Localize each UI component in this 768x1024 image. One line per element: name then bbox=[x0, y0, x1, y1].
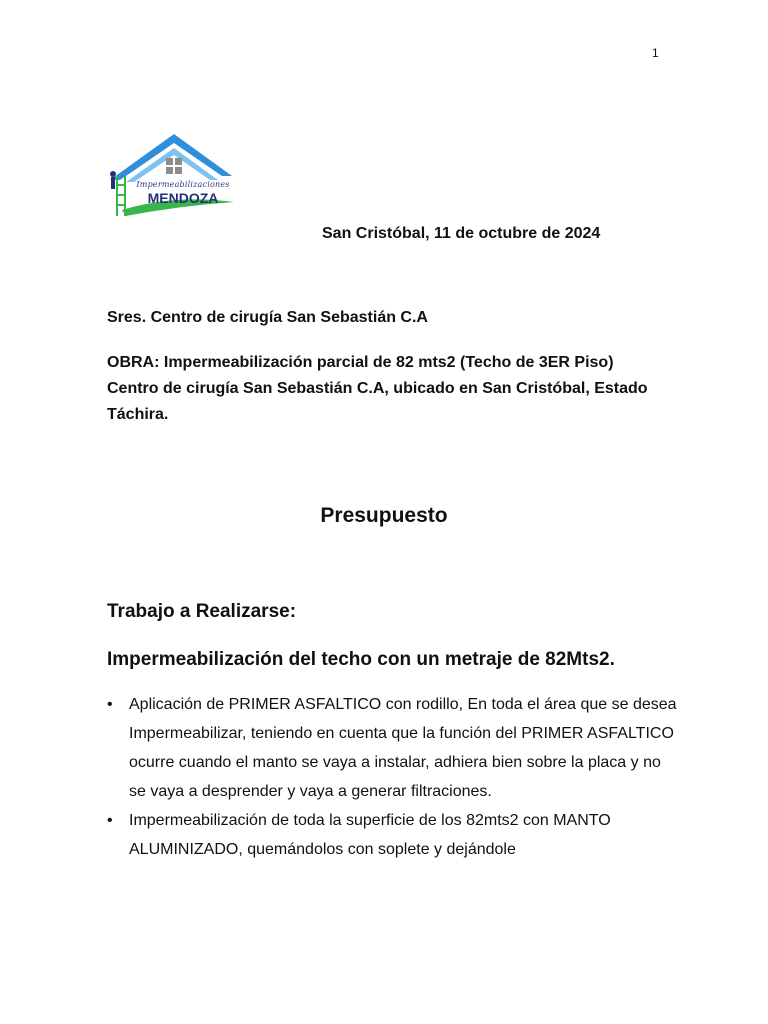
section-subheading: Impermeabilización del techo con un metraje de 82Mts2. bbox=[107, 649, 615, 670]
page-number: 1 bbox=[652, 46, 659, 60]
list-item-text: Impermeabilización de toda la superficie de los 82mts2 con MANTO ALUMINIZADO, quemándolos con soplete y dejándole bbox=[129, 812, 611, 858]
project-description: OBRA: Impermeabilización parcial de 82 mts2 (Techo de 3ER Piso) Centro de cirugía San Sebastián C.A, ubicado en San Cristóbal, Estado Táchira. bbox=[107, 354, 648, 423]
document-title: Presupuesto bbox=[320, 504, 448, 527]
bullet-icon: • bbox=[107, 812, 113, 829]
company-logo bbox=[104, 110, 240, 224]
list-item bbox=[107, 690, 677, 806]
list-item bbox=[107, 806, 677, 864]
logo-script-text: Impermeabilizaciones bbox=[136, 180, 230, 189]
list-item-text: Aplicación de PRIMER ASFALTICO con rodillo, En toda el área que se desea Impermeabilizar, teniendo en cuenta que la función del PRIMER ASFALTICO ocurre cuando el manto se vaya a instalar, adhiera bien sobre la placa y no se vaya a desprender y vaya a generar filtraciones. bbox=[129, 696, 677, 800]
house-logo-graphic bbox=[104, 110, 240, 224]
work-items-list bbox=[107, 690, 677, 864]
section-heading: Trabajo a Realizarse: bbox=[107, 601, 297, 622]
letter-recipient: Sres. Centro de cirugía San Sebastián C.A bbox=[107, 309, 428, 326]
logo-company-name: MENDOZA bbox=[147, 190, 219, 206]
letter-date: San Cristóbal, 11 de octubre de 2024 bbox=[322, 225, 601, 242]
bullet-icon: • bbox=[107, 696, 113, 713]
